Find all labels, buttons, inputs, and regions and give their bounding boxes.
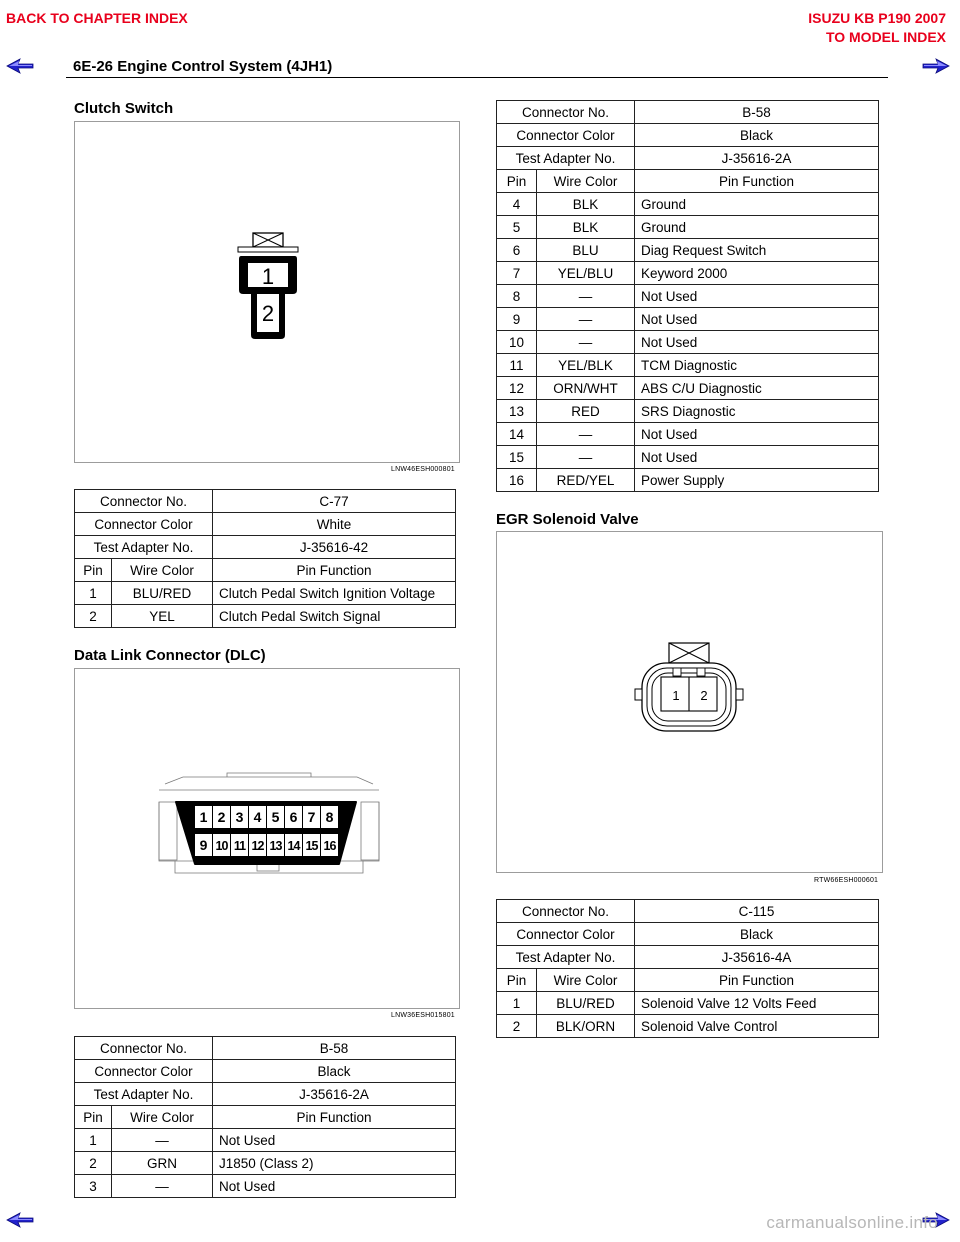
test-adapter-label: Test Adapter No. bbox=[75, 1083, 213, 1106]
wire-color-cell: — bbox=[112, 1175, 213, 1198]
pin-function-cell: Clutch Pedal Switch Ignition Voltage bbox=[213, 582, 456, 605]
table-header-row bbox=[75, 559, 456, 582]
egr-connector-diagram bbox=[497, 532, 882, 872]
dlc-pin-label: 2 bbox=[217, 809, 226, 825]
pin-function-cell: TCM Diagnostic bbox=[635, 354, 879, 377]
table-row bbox=[497, 400, 879, 423]
dlc-pin-label: 8 bbox=[325, 809, 334, 825]
back-to-chapter-index-link[interactable]: BACK TO CHAPTER INDEX bbox=[6, 10, 188, 26]
pin-cell: 16 bbox=[497, 469, 537, 492]
table-row bbox=[75, 582, 456, 605]
pin-function-cell: Ground bbox=[635, 193, 879, 216]
wire-color-cell: BLU/RED bbox=[537, 992, 635, 1015]
table-row bbox=[497, 308, 879, 331]
previous-page-arrow-icon[interactable] bbox=[6, 1212, 34, 1228]
pin-cell: 14 bbox=[497, 423, 537, 446]
header-divider bbox=[66, 77, 888, 78]
wire-color-cell: ORN/WHT bbox=[537, 377, 635, 400]
pin-cell: 7 bbox=[497, 262, 537, 285]
dlc-pin-label: 1 bbox=[199, 809, 208, 825]
test-adapter-value: J-35616-4A bbox=[635, 946, 879, 969]
table-row bbox=[75, 536, 456, 559]
wire-color-cell: GRN bbox=[112, 1152, 213, 1175]
dlc-pin-label: 15 bbox=[305, 839, 318, 853]
connector-color-value: White bbox=[213, 513, 456, 536]
pin-function-cell: Not Used bbox=[635, 446, 879, 469]
pin-cell: 5 bbox=[497, 216, 537, 239]
clutch-switch-connector-figure bbox=[74, 121, 460, 463]
test-adapter-label: Test Adapter No. bbox=[75, 536, 213, 559]
connector-color-value: Black bbox=[213, 1060, 456, 1083]
pin-cell: 10 bbox=[497, 331, 537, 354]
pin-cell: 4 bbox=[497, 193, 537, 216]
connector-no-label: Connector No. bbox=[497, 900, 635, 923]
egr-solenoid-valve-title: EGR Solenoid Valve bbox=[496, 511, 639, 528]
clutch-connector-table bbox=[74, 489, 456, 628]
dlc-pin-label: 7 bbox=[307, 809, 316, 825]
pin-cell: 2 bbox=[75, 605, 112, 628]
table-row bbox=[497, 1015, 879, 1038]
wire-color-cell: YEL/BLK bbox=[537, 354, 635, 377]
wire-color-cell: YEL/BLU bbox=[537, 262, 635, 285]
watermark-text: carmanualsonline.info bbox=[766, 1213, 938, 1232]
table-row bbox=[497, 216, 879, 239]
dlc-connector-figure bbox=[74, 668, 460, 1009]
pin-cell: 2 bbox=[497, 1015, 537, 1038]
connector-color-label: Connector Color bbox=[75, 513, 213, 536]
table-row bbox=[75, 513, 456, 536]
dlc-pin-label: 16 bbox=[323, 839, 336, 853]
table-row bbox=[75, 1060, 456, 1083]
dlc-pin-label: 4 bbox=[253, 809, 262, 825]
wire-color-cell: — bbox=[537, 423, 635, 446]
connector-no-value: C-77 bbox=[213, 490, 456, 513]
pin-function-cell: Power Supply bbox=[635, 469, 879, 492]
table-row bbox=[497, 469, 879, 492]
column-header-pin: Pin bbox=[497, 969, 537, 992]
wire-color-cell: BLU bbox=[537, 239, 635, 262]
wire-color-cell: BLK bbox=[537, 216, 635, 239]
column-header-pin-function: Pin Function bbox=[213, 1106, 456, 1129]
pin-cell: 3 bbox=[75, 1175, 112, 1198]
pin-function-cell: Not Used bbox=[635, 285, 879, 308]
dlc-pin-label: 3 bbox=[235, 809, 244, 825]
egr-pin-label: 2 bbox=[700, 688, 708, 703]
pin-function-cell: Not Used bbox=[635, 308, 879, 331]
pin-function-cell: Diag Request Switch bbox=[635, 239, 879, 262]
table-row bbox=[75, 1083, 456, 1106]
pin-cell: 2 bbox=[75, 1152, 112, 1175]
column-header-pin: Pin bbox=[75, 1106, 112, 1129]
connector-no-value: B-58 bbox=[635, 101, 879, 124]
pin-function-cell: J1850 (Class 2) bbox=[213, 1152, 456, 1175]
clutch-pin-label: 1 bbox=[261, 264, 275, 289]
connector-no-value: B-58 bbox=[213, 1037, 456, 1060]
connector-no-label: Connector No. bbox=[75, 490, 213, 513]
dlc-pin-label: 12 bbox=[251, 839, 264, 853]
column-header-pin: Pin bbox=[75, 559, 112, 582]
wire-color-cell: RED/YEL bbox=[537, 469, 635, 492]
table-row bbox=[497, 147, 879, 170]
wire-color-cell: — bbox=[537, 308, 635, 331]
clutch-switch-title: Clutch Switch bbox=[74, 100, 174, 117]
column-header-wire-color: Wire Color bbox=[537, 170, 635, 193]
wire-color-cell: BLK bbox=[537, 193, 635, 216]
pin-function-cell: Solenoid Valve 12 Volts Feed bbox=[635, 992, 879, 1015]
pin-function-cell: Not Used bbox=[213, 1129, 456, 1152]
table-row bbox=[497, 331, 879, 354]
page-header-title: 6E-26 Engine Control System (4JH1) bbox=[73, 58, 333, 75]
pin-cell: 13 bbox=[497, 400, 537, 423]
pin-function-cell: SRS Diagnostic bbox=[635, 400, 879, 423]
connector-no-label: Connector No. bbox=[497, 101, 635, 124]
table-row bbox=[75, 1175, 456, 1198]
table-header-row bbox=[497, 170, 879, 193]
table-row bbox=[497, 423, 879, 446]
pin-function-cell: Not Used bbox=[635, 331, 879, 354]
table-row bbox=[75, 1037, 456, 1060]
test-adapter-label: Test Adapter No. bbox=[497, 147, 635, 170]
dlc-pin-label: 11 bbox=[233, 839, 246, 853]
pin-cell: 1 bbox=[75, 582, 112, 605]
table-row bbox=[497, 101, 879, 124]
egr-pin-label: 1 bbox=[672, 688, 680, 703]
dlc-pin-label: 9 bbox=[199, 837, 208, 853]
dlc-pin-label: 10 bbox=[215, 839, 228, 853]
table-row bbox=[75, 1152, 456, 1175]
wire-color-cell: YEL bbox=[112, 605, 213, 628]
egr-connector-table bbox=[496, 899, 879, 1038]
pin-cell: 6 bbox=[497, 239, 537, 262]
test-adapter-label: Test Adapter No. bbox=[497, 946, 635, 969]
pin-function-cell: ABS C/U Diagnostic bbox=[635, 377, 879, 400]
previous-page-arrow-icon[interactable] bbox=[6, 58, 34, 74]
wire-color-cell: — bbox=[112, 1129, 213, 1152]
dlc-pin-label: 5 bbox=[271, 809, 280, 825]
table-row bbox=[497, 239, 879, 262]
egr-connector-figure bbox=[496, 531, 883, 873]
wire-color-cell: — bbox=[537, 285, 635, 308]
model-title-link[interactable]: ISUZU KB P190 2007 bbox=[808, 10, 946, 26]
table-header-row bbox=[497, 969, 879, 992]
column-header-wire-color: Wire Color bbox=[112, 1106, 213, 1129]
test-adapter-value: J-35616-2A bbox=[213, 1083, 456, 1106]
column-header-pin-function: Pin Function bbox=[213, 559, 456, 582]
wire-color-cell: — bbox=[537, 331, 635, 354]
table-header-row bbox=[75, 1106, 456, 1129]
pin-cell: 15 bbox=[497, 446, 537, 469]
pin-cell: 1 bbox=[75, 1129, 112, 1152]
pin-cell: 12 bbox=[497, 377, 537, 400]
connector-color-label: Connector Color bbox=[497, 923, 635, 946]
pin-function-cell: Keyword 2000 bbox=[635, 262, 879, 285]
table-row bbox=[75, 490, 456, 513]
pin-function-cell: Ground bbox=[635, 216, 879, 239]
to-model-index-link[interactable]: TO MODEL INDEX bbox=[825, 29, 946, 45]
pin-cell: 1 bbox=[497, 992, 537, 1015]
table-row bbox=[75, 605, 456, 628]
dlc-connector-table-part2 bbox=[496, 100, 879, 492]
table-row bbox=[497, 946, 879, 969]
pin-function-cell: Not Used bbox=[635, 423, 879, 446]
dlc-connector-diagram bbox=[75, 669, 459, 1008]
column-header-wire-color: Wire Color bbox=[537, 969, 635, 992]
table-row bbox=[497, 262, 879, 285]
table-row bbox=[497, 354, 879, 377]
table-row bbox=[497, 992, 879, 1015]
column-header-wire-color: Wire Color bbox=[112, 559, 213, 582]
next-page-arrow-icon[interactable] bbox=[922, 58, 950, 74]
connector-color-label: Connector Color bbox=[497, 124, 635, 147]
dlc-pin-label: 14 bbox=[287, 839, 300, 853]
connector-color-label: Connector Color bbox=[75, 1060, 213, 1083]
wire-color-cell: BLU/RED bbox=[112, 582, 213, 605]
pin-function-cell: Solenoid Valve Control bbox=[635, 1015, 879, 1038]
column-header-pin: Pin bbox=[497, 170, 537, 193]
test-adapter-value: J-35616-42 bbox=[213, 536, 456, 559]
dlc-pin-label: 13 bbox=[269, 839, 282, 853]
egr-figure-code: RTW66ESH000601 bbox=[814, 877, 879, 884]
table-row bbox=[497, 923, 879, 946]
clutch-pin-label: 2 bbox=[261, 301, 275, 326]
pin-cell: 11 bbox=[497, 354, 537, 377]
pin-cell: 8 bbox=[497, 285, 537, 308]
table-row bbox=[497, 124, 879, 147]
test-adapter-value: J-35616-2A bbox=[635, 147, 879, 170]
table-row bbox=[75, 1129, 456, 1152]
column-header-pin-function: Pin Function bbox=[635, 969, 879, 992]
table-row bbox=[497, 446, 879, 469]
dlc-pin-label: 6 bbox=[289, 809, 298, 825]
dlc-title: Data Link Connector (DLC) bbox=[74, 647, 266, 664]
clutch-figure-code: LNW46ESH000801 bbox=[391, 466, 455, 473]
connector-no-value: C-115 bbox=[635, 900, 879, 923]
pin-function-cell: Clutch Pedal Switch Signal bbox=[213, 605, 456, 628]
dlc-connector-table-part1 bbox=[74, 1036, 456, 1198]
column-header-pin-function: Pin Function bbox=[635, 170, 879, 193]
connector-no-label: Connector No. bbox=[75, 1037, 213, 1060]
pin-function-cell: Not Used bbox=[213, 1175, 456, 1198]
wire-color-cell: BLK/ORN bbox=[537, 1015, 635, 1038]
table-row bbox=[497, 900, 879, 923]
connector-color-value: Black bbox=[635, 923, 879, 946]
dlc-figure-code: LNW36ESH015801 bbox=[391, 1012, 455, 1019]
table-row bbox=[497, 285, 879, 308]
connector-color-value: Black bbox=[635, 124, 879, 147]
clutch-connector-diagram bbox=[75, 122, 459, 462]
pin-cell: 9 bbox=[497, 308, 537, 331]
wire-color-cell: — bbox=[537, 446, 635, 469]
table-row bbox=[497, 377, 879, 400]
wire-color-cell: RED bbox=[537, 400, 635, 423]
table-row bbox=[497, 193, 879, 216]
